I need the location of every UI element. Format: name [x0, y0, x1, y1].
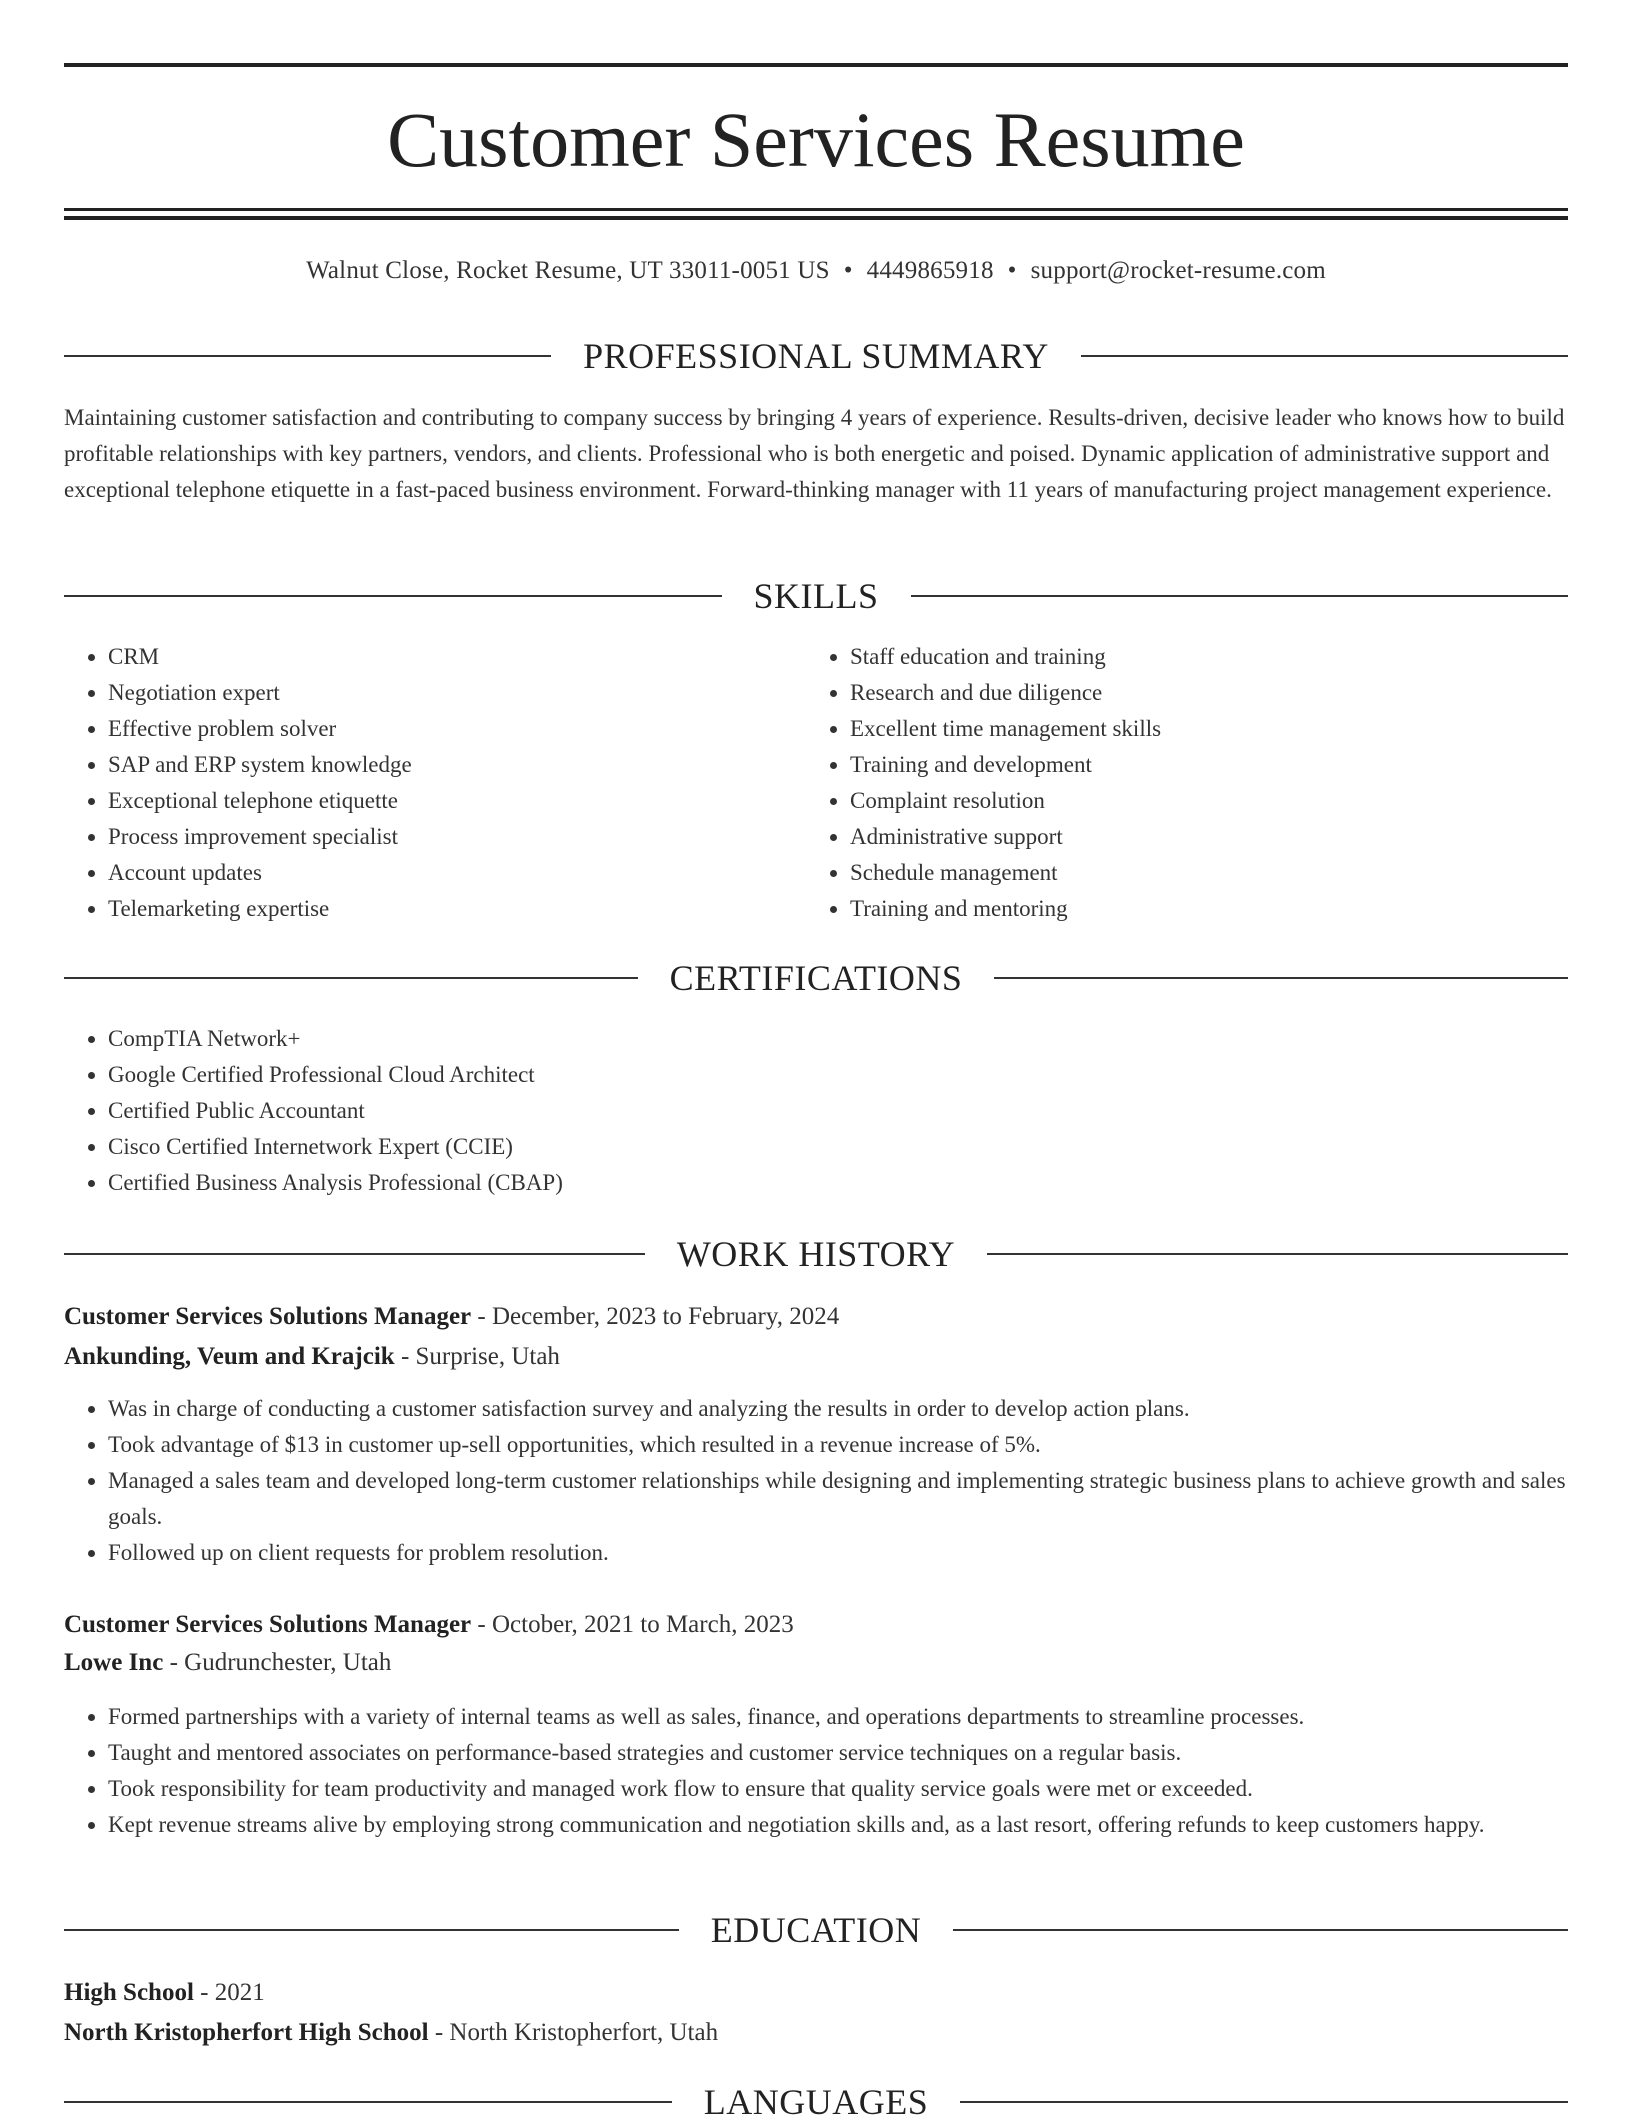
- job-bullet: • Kept revenue streams alive by employing strong communication and negotiation skills and, as a last resort, offering refunds to keep customers happy.: [108, 1807, 1568, 1843]
- skill-item: • Account updates: [108, 855, 808, 891]
- certification-item: • Google Certified Professional Cloud Architect: [108, 1057, 1568, 1093]
- job-bullet: • Formed partnerships with a variety of internal teams as well as sales, finance, and operations departments to streamline processes.: [108, 1699, 1568, 1735]
- contact-separator: •: [1007, 257, 1017, 284]
- contact-email: support@rocket-resume.com: [1030, 257, 1326, 284]
- job-bullet: • Managed a sales team and developed long-term customer relationships while designing and implementing strategic business plans to achieve growth and sales goals.: [108, 1463, 1568, 1535]
- job-title: Customer Services Solutions Manager: [64, 1303, 472, 1330]
- title-rule-upper: [64, 208, 1568, 211]
- education-school-line: [64, 2013, 1568, 2053]
- skill-item: • Research and due diligence: [850, 675, 1550, 711]
- section-heading-skills: [64, 571, 1568, 621]
- heading-rule: [64, 595, 722, 597]
- summary-text: Maintaining customer satisfaction and contributing to company success by bringing 4 years of experience. Results-driven, decisive leader who knows how to build profitable relationships with key partners, vendors, and clients. Professional who is both energetic and poised. Dynamic application of administrative support and exceptional telephone etiquette in a fast-paced business environment. Forward-thinking manager with 11 years of manufacturing project management experience.: [64, 405, 1565, 502]
- dash: -: [434, 2019, 444, 2046]
- dash: -: [400, 1343, 410, 1370]
- certification-item: • Cisco Certified Internetwork Expert (CCIE): [108, 1129, 1568, 1165]
- education-school: North Kristopherfort High School: [64, 2019, 429, 2046]
- section-title: LANGUAGES: [703, 2082, 929, 2122]
- section-title: SKILLS: [753, 576, 879, 616]
- skills-list-right: [806, 639, 1550, 927]
- section-title: WORK HISTORY: [676, 1234, 956, 1274]
- job-title: Customer Services Solutions Manager: [64, 1611, 472, 1638]
- heading-rule: [64, 2101, 672, 2103]
- heading-rule: [960, 2101, 1568, 2103]
- skill-item: • Excellent time management skills: [850, 711, 1550, 747]
- job-bullet: • Took responsibility for team productivity and managed work flow to ensure that quality service goals were met or exceeded.: [108, 1771, 1568, 1807]
- heading-rule: [911, 595, 1569, 597]
- job-title-line: [64, 1297, 1568, 1337]
- certification-item: • CompTIA Network+: [108, 1021, 1568, 1057]
- section-heading-education: [64, 1905, 1568, 1955]
- education-year: 2021: [214, 1979, 265, 2006]
- skills-list-left: [64, 639, 808, 927]
- job-dates: October, 2021 to March, 2023: [491, 1611, 794, 1638]
- heading-rule: [64, 977, 638, 979]
- skill-item: • Process improvement specialist: [108, 819, 808, 855]
- section-heading-languages: [64, 2077, 1568, 2127]
- heading-rule: [1081, 355, 1568, 357]
- skill-item: • SAP and ERP system knowledge: [108, 747, 808, 783]
- heading-rule: [953, 1929, 1568, 1931]
- certification-item: • Certified Business Analysis Professional (CBAP): [108, 1165, 1568, 1201]
- job-location: Gudrunchester, Utah: [184, 1649, 392, 1676]
- education-degree-line: [64, 1973, 1568, 2013]
- dash: -: [169, 1649, 178, 1676]
- dash: -: [477, 1303, 486, 1330]
- job-bullets: [64, 1699, 1568, 1843]
- job-bullet: • Was in charge of conducting a customer satisfaction survey and analyzing the results in order to develop action plans.: [108, 1391, 1568, 1427]
- job-company-line: [64, 1337, 1568, 1377]
- job-company: Ankunding, Veum and Krajcik: [64, 1343, 395, 1370]
- skill-item: • Schedule management: [850, 855, 1550, 891]
- education-location: North Kristopherfort, Utah: [449, 2019, 719, 2046]
- skill-item: • CRM: [108, 639, 808, 675]
- skill-item: • Negotiation expert: [108, 675, 808, 711]
- skill-item: • Training and mentoring: [850, 891, 1550, 927]
- title-rule-lower: [64, 216, 1568, 220]
- certifications-list: [64, 1021, 1568, 1201]
- top-rule: [64, 63, 1568, 67]
- skill-item: • Administrative support: [850, 819, 1550, 855]
- contact-line: [64, 253, 1568, 289]
- skill-item: • Effective problem solver: [108, 711, 808, 747]
- dash: -: [200, 1979, 209, 2006]
- resume-title: Customer Services Resume: [387, 96, 1245, 183]
- section-heading-work-history: [64, 1229, 1568, 1279]
- job-company: Lowe Inc: [64, 1649, 164, 1676]
- heading-rule: [994, 977, 1568, 979]
- contact-separator: •: [843, 257, 853, 284]
- education-degree: High School: [64, 1979, 194, 2006]
- job-bullet: • Took advantage of $13 in customer up-sell opportunities, which resulted in a revenue increase of 5%.: [108, 1427, 1568, 1463]
- skill-item: • Training and development: [850, 747, 1550, 783]
- skill-item: • Telemarketing expertise: [108, 891, 808, 927]
- section-title: EDUCATION: [710, 1910, 922, 1950]
- section-title: CERTIFICATIONS: [669, 958, 963, 998]
- certification-item: • Certified Public Accountant: [108, 1093, 1568, 1129]
- contact-address: Walnut Close, Rocket Resume, UT 33011-0051 US: [306, 257, 830, 284]
- dash: -: [477, 1611, 486, 1638]
- job-dates: December, 2023 to February, 2024: [491, 1303, 840, 1330]
- skill-item: • Exceptional telephone etiquette: [108, 783, 808, 819]
- heading-rule: [64, 355, 551, 357]
- job-title-line: [64, 1605, 1568, 1645]
- skill-item: • Complaint resolution: [850, 783, 1550, 819]
- job-location: Surprise, Utah: [415, 1343, 560, 1370]
- heading-rule: [64, 1929, 679, 1931]
- job-bullet: • Followed up on client requests for problem resolution.: [108, 1535, 1568, 1571]
- heading-rule: [987, 1253, 1568, 1255]
- job-bullets: [64, 1391, 1568, 1571]
- section-heading-certifications: [64, 953, 1568, 1003]
- job-bullet: • Taught and mentored associates on performance-based strategies and customer service techniques on a regular basis.: [108, 1735, 1568, 1771]
- heading-rule: [64, 1253, 645, 1255]
- section-heading-summary: [64, 331, 1568, 381]
- section-title: PROFESSIONAL SUMMARY: [583, 336, 1049, 376]
- job-company-line: [64, 1643, 1568, 1683]
- skill-item: • Staff education and training: [850, 639, 1550, 675]
- contact-phone: 4449865918: [866, 257, 994, 284]
